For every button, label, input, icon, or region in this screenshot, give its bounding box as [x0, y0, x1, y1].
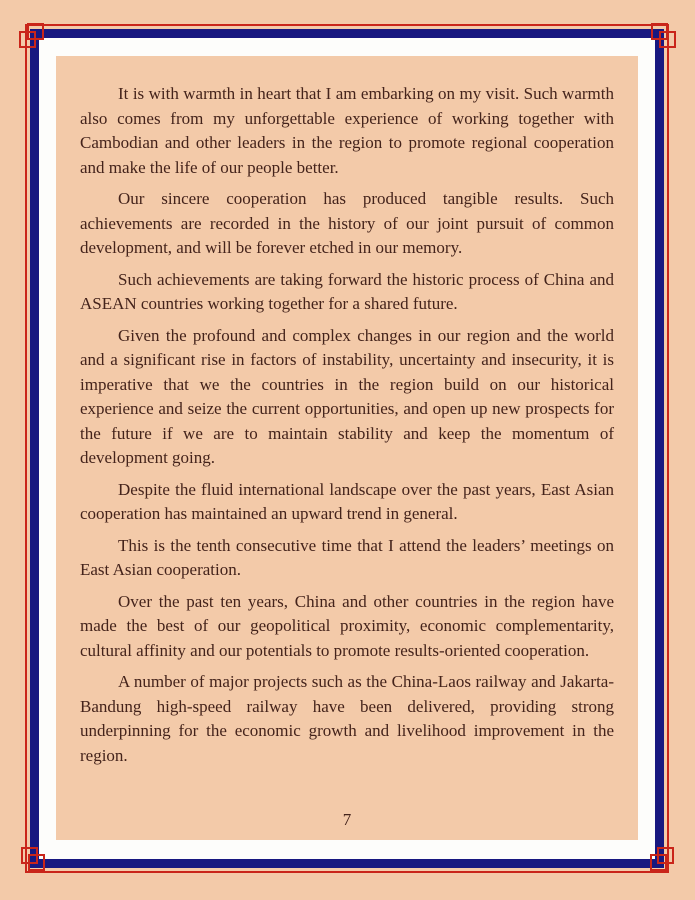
paragraph: Despite the fluid international landscape over the past years, East Asian cooperation has maintained an upward trend in general. [80, 479, 614, 523]
corner-ornament-top-left-square [19, 31, 36, 48]
page-number: 7 [342, 810, 352, 829]
paragraph: A number of major projects such as the China-Laos railway and Jakarta-Bandung high-speed railway have been delivered, providing strong underpinning for the economic growth and livelihood improvement in the region. [80, 672, 614, 765]
body-text [56, 56, 638, 768]
paragraph: This is the tenth consecutive time that I attend the leaders’ meetings on East Asian cooperation. [80, 535, 614, 579]
page-content-panel [56, 56, 638, 840]
corner-ornament-bottom-left-square [28, 854, 45, 871]
corner-ornament-top-right-square [659, 31, 676, 48]
paragraph: Over the past ten years, China and other countries in the region have made the best of our geopolitical proximity, economic complementarity, cultural affinity and our potentials to promote results-oriented cooperation. [80, 591, 614, 660]
paragraph: Such achievements are taking forward the historic process of China and ASEAN countries working together for a shared future. [80, 269, 614, 313]
paragraph: It is with warmth in heart that I am embarking on my visit. Such warmth also comes from my unforgettable experience of working together with Cambodian and other leaders in the region to promote regional cooperation and make the life of our people better. [80, 84, 614, 177]
paragraph: Our sincere cooperation has produced tangible results. Such achievements are recorded in the history of our joint pursuit of common development, and will be forever etched in our memory. [80, 189, 614, 257]
corner-ornament-bottom-right-square [650, 854, 667, 871]
paragraph: Given the profound and complex changes in our region and the world and a significant rise in factors of instability, uncertainty and insecurity, it is imperative that we the countries in the region build on our historical experience and seize the current opportunities, and open up new prospects for the future if we are to maintain stability and keep the momentum of development going. [80, 325, 614, 467]
